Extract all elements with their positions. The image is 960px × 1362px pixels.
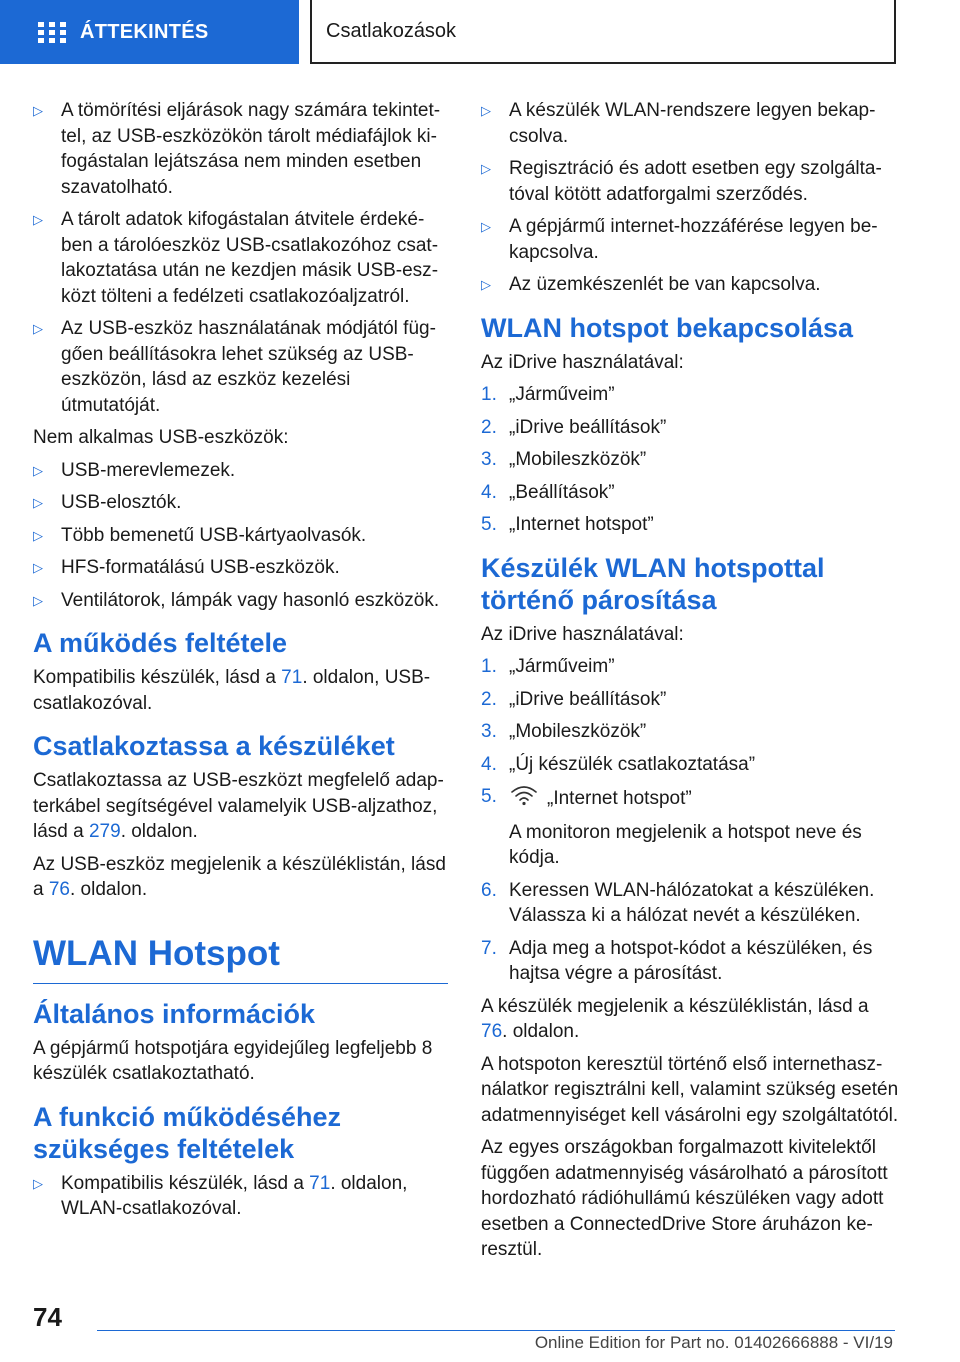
appear-paragraph [33,852,448,903]
heading-wlan-hotspot: WLAN Hotspot [33,933,448,984]
step-text: „Járműveim” [509,656,615,677]
unsuitable-intro: Nem alkalmas USB-eszközök: [33,427,289,448]
edition-text: Online Edition for Part no. 01402666888 - VI/19 [534,1333,893,1352]
text: A készülék megjelenik a készüléklistán, lásd a [481,995,869,1017]
list-item [33,98,448,200]
bullet-text: USB-merevlemezek. [61,459,236,481]
data-purchase-paragraph: Az egyes országokban forgalmazott kivitelektől függően adatmennyiség vásárolható a párosított hordozható rádióhullámú készüléken vagy adott esetben a ConnectedDrive Store áruházon keresztül. [481,1137,888,1260]
step-text: „iDrive beállítások” [509,688,667,710]
idrive-intro: Az iDrive használatával: [481,351,684,373]
page-link[interactable]: 71 [309,1172,331,1194]
heading-enable-hotspot: WLAN hotspot bekapcsolása [481,312,854,343]
step-item [481,784,899,871]
triangle-bullet-icon: ▷ [481,219,491,234]
bullet-text: A készülék WLAN-rendszere legyen bekapcsolva. [509,100,876,147]
step-number: 2. [481,416,497,438]
step-number: 6. [481,879,497,901]
bullet-text: HFS-formatálású USB-eszközök. [61,557,340,578]
step-item [481,447,899,473]
page-link[interactable]: 76 [48,879,70,900]
device-list-paragraph [481,994,899,1045]
page-link[interactable]: 279 [88,821,121,842]
list-item [33,1171,448,1222]
registration-paragraph: A hotspoton keresztül történő első internethasználatkor regisztrálni kell, valamint szükség esetén adatmennyiséget kell vásárolni egy szolgáltatótól. [481,1053,899,1126]
step-text: „Mobileszközök” [509,721,647,742]
text: Kompatibilis készülék, lásd a [61,1172,310,1194]
list-item [33,458,448,484]
step-text: Keressen WLAN-hálózatokat a készüléken. Válassza ki a hálózat nevét a készüléken. [509,879,875,926]
section-title: Csatlakozások [326,19,457,42]
text: . oldalon, USB-csatlakozóval. [33,667,431,714]
step-item [481,512,899,538]
list-item [33,316,448,418]
bullet-text: Regisztráció és adott esetben egy szolgáltatóval kötött adatforgalmi szerződés. [509,158,882,205]
step-text: Adja meg a hotspot-kódot a készüléken, és hajtsa végre a párosítást. [509,937,873,984]
triangle-bullet-icon: ▷ [33,212,43,227]
step-number: 3. [481,721,497,742]
triangle-bullet-icon: ▷ [33,495,43,510]
step-item [481,752,899,778]
function-paragraph [33,665,448,716]
bullet-text: Az USB-eszköz használatának módjától függően beállításokra lehet szükség az USB-eszközön, lásd az eszköz kezelési útmutatóját. [61,318,436,416]
heading-function-requirement: A működés feltétele [33,628,288,658]
step-text: „Járműveim” [509,384,615,405]
step-item [481,936,899,987]
heading-pair-device: Készülék WLAN hotspottal történő párosítása [481,552,825,615]
step-number: 5. [481,514,497,535]
triangle-bullet-icon: ▷ [33,103,43,118]
step-number: 5. [481,786,497,807]
list-item [33,555,448,581]
bullet-text: A tömörítési eljárások nagy számára tekintettel, az USB-eszközökön tárolt médiafájlok kifogástalan lejátszása nem minden esetben szavatolható. [61,100,441,198]
text: Csatlakoztassa az USB-eszközt megfelelő adapterkábel segítségével valamelyik USB-aljzathoz, lásd a [33,770,444,842]
wifi-hotspot-icon [509,784,539,814]
heading-connect-device: Csatlakoztassa a készüléket [33,731,395,761]
text: . oldalon. [70,879,148,900]
list-item [33,523,448,549]
step-item [481,719,899,745]
connect-paragraph [33,768,448,845]
bullet-text [61,1171,448,1222]
general-paragraph: A gépjármű hotspotjára egyidejűleg legfeljebb 8 készülék csatlakoztatható. [33,1037,433,1084]
step-text: „Internet hotspot” [509,514,654,535]
triangle-bullet-icon: ▷ [481,277,491,292]
step-number: 4. [481,481,497,503]
triangle-bullet-icon: ▷ [33,592,43,608]
step-subtext: A monitoron megjelenik a hotspot neve és kódja. [509,821,862,868]
list-item [33,588,448,614]
triangle-bullet-icon: ▷ [33,527,43,543]
step-text: „Beállítások” [509,481,615,503]
step-item [481,480,899,506]
bullet-text: USB-elosztók. [61,492,182,513]
step-number: 4. [481,753,497,775]
heading-general-info: Általános információk [33,998,316,1029]
step-text: „Internet hotspot” [547,787,692,809]
list-item [481,98,899,149]
list-item [481,214,899,265]
list-item [481,272,899,298]
list-item [33,207,448,309]
overview-label: ÁTTEKINTÉS [80,20,209,43]
text: Az USB-eszköz megjelenik a készüléklistán, lásd a [33,853,446,900]
text: . oldalon. [502,1021,580,1042]
step-number: 2. [481,688,497,710]
step-text: „iDrive beállítások” [509,416,667,438]
triangle-bullet-icon: ▷ [481,103,491,118]
step-number: 1. [481,656,497,677]
heading-requirements: A funkció működéséhez szükséges feltételek [33,1101,342,1164]
triangle-bullet-icon: ▷ [33,560,43,575]
triangle-bullet-icon: ▷ [481,161,491,176]
step-number: 3. [481,449,497,470]
triangle-bullet-icon: ▷ [33,1175,43,1191]
page-link[interactable]: 76 [481,1021,503,1042]
triangle-bullet-icon: ▷ [33,462,43,478]
list-item [33,490,448,516]
overview-nav-button[interactable] [0,0,299,64]
idrive-intro: Az iDrive használatával: [481,623,684,645]
triangle-bullet-icon: ▷ [33,321,43,336]
bullet-text: Az üzemkészenlét be van kapcsolva. [509,274,821,295]
section-tab[interactable] [310,0,896,64]
step-number: 7. [481,937,497,959]
step-item [481,382,899,408]
list-item [481,156,899,207]
text: . oldalon. [120,821,198,842]
bullet-text: A tárolt adatok kifogástalan átvitele érdekében a tárolóeszköz USB-csatlakozóhoz csatlakoztatása után ne kezdjen másik USB-eszközt tölteni a fedélzeti csatlakozóaljzatról. [61,209,439,307]
step-item [481,654,899,680]
footer-divider [97,1330,895,1331]
bullet-text: Több bemenetű USB-kártyaolvasók. [61,524,367,546]
step-text: „Mobileszközök” [509,449,647,470]
step-number: 1. [481,384,497,405]
step-text: „Új készülék csatlakoztatása” [509,753,756,775]
text: . oldalon, WLAN-csatlakozóval. [61,1172,408,1219]
step-body [509,784,899,871]
left-column [33,98,448,1229]
step-item [481,687,899,713]
text: Kompatibilis készülék, lásd a [33,667,282,688]
page-number: 74 [33,1302,62,1332]
step-item [481,415,899,441]
step-item [481,878,899,929]
bullet-text: Ventilátorok, lámpák vagy hasonló eszközök. [61,589,440,611]
grid-menu-icon [38,21,66,43]
page-link[interactable]: 71 [281,667,303,688]
right-column [481,98,899,1270]
bullet-text: A gépjármű internet-hozzáférése legyen bekapcsolva. [509,216,878,263]
